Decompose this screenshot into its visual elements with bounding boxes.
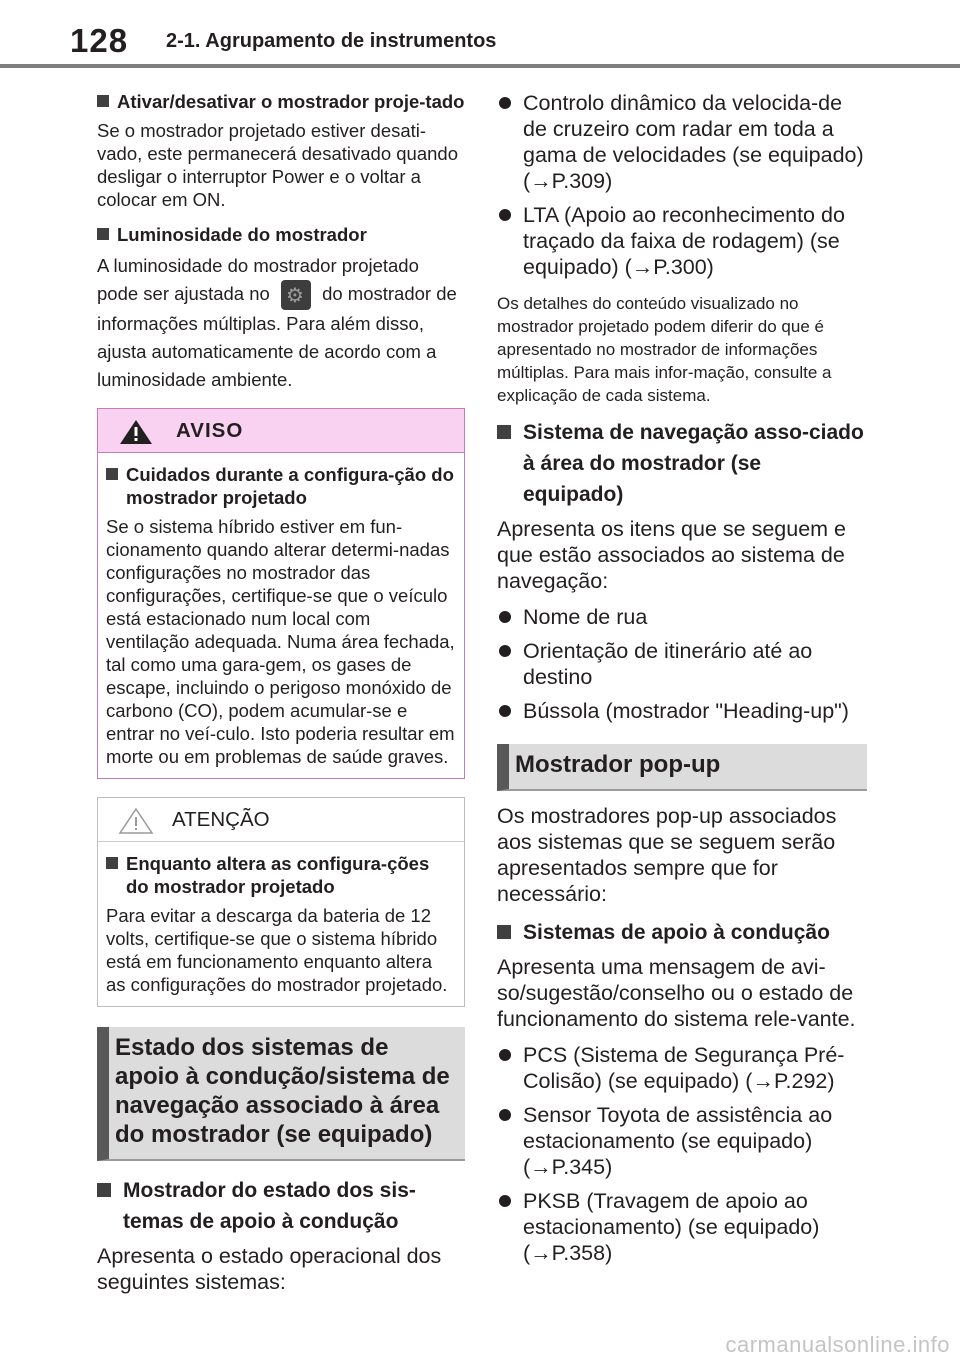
page-number: 128 bbox=[70, 22, 129, 59]
warning-box-header bbox=[98, 409, 464, 453]
warning-text: Se o sistema híbrido estiver em fun-cionamento quando alterar determi-nadas configurações no mostrador das configurações, certifique-se que o veículo está estacionado num local com ventilação adequada. Numa área fechada, tal como uma gara-gem, os gases de escape, incluindo o perigoso monóxido de carbono (CO), podem acumular-se e entrar no veí-culo. Isto poderia resultar em morte ou em problemas de saúde graves. bbox=[106, 516, 455, 768]
section-heading-driving-status: Estado dos sistemas de apoio à condução/sistema de navegação associado à área do mostrador (se equipado) bbox=[97, 1027, 465, 1161]
paragraph-popup: Os mostradores pop-up associados aos sistemas que se seguem serão apresentados sempre que for necessário: bbox=[497, 804, 837, 906]
warning-box-title: AVISO bbox=[176, 419, 244, 443]
settings-gear-icon bbox=[281, 280, 311, 310]
list-item: Controlo dinâmico da velocida-de de cruzeiro com radar em toda a gama de velocidades (se equipado) (→P.309) bbox=[497, 90, 867, 194]
list-item: Sensor Toyota de assistência ao estacionamento (se equipado) (→P.345) bbox=[497, 1102, 867, 1180]
navigation-items-list bbox=[497, 604, 867, 724]
page-header bbox=[0, 0, 960, 70]
caution-text: Para evitar a descarga da bateria de 12 volts, certifique-se que o sistema híbrido está em funcionamento enquanto altera as configurações do mostrador projetado. bbox=[106, 905, 448, 996]
list-item: PCS (Sistema de Segurança Pré-Colisão) (se equipado) (→P.292) bbox=[497, 1042, 867, 1094]
caution-subheading: Enquanto altera as configura-ções do mostrador projetado bbox=[106, 852, 456, 898]
warning-box-body bbox=[98, 453, 464, 778]
subheading-navigation: Sistema de navegação asso-ciado à área do mostrador (se equipado) bbox=[497, 417, 867, 510]
list-item: Orientação de itinerário até ao destino bbox=[497, 638, 867, 690]
subheading-driving-status-display: Mostrador do estado dos sis-temas de apoio à condução bbox=[97, 1175, 465, 1237]
paragraph-brightness bbox=[97, 252, 465, 394]
caution-box bbox=[97, 797, 465, 1007]
driving-systems-list bbox=[497, 90, 867, 280]
paragraph-brightness-part1: A luminosidade do mostrador projetado pode ser ajustada no bbox=[97, 255, 419, 304]
subheading-driving-support: Sistemas de apoio à condução bbox=[497, 917, 867, 948]
list-item: PKSB (Travagem de apoio ao estacionamento) (se equipado) (→P.358) bbox=[497, 1188, 867, 1266]
caution-box-title: ATENÇÃO bbox=[172, 808, 270, 832]
warning-triangle-icon bbox=[118, 418, 154, 446]
section-title: 2-1. Agrupamento de instrumentos bbox=[166, 30, 497, 52]
watermark: carmanualsonline.info bbox=[725, 1332, 950, 1357]
header-divider bbox=[0, 64, 960, 68]
paragraph-driving-status: Apresenta o estado operacional dos seguintes sistemas: bbox=[97, 1244, 442, 1295]
caution-triangle-icon bbox=[118, 807, 154, 835]
list-item: Bússola (mostrador "Heading-up") bbox=[497, 698, 867, 724]
caution-box-header bbox=[98, 798, 464, 842]
subheading-toggle-display: Ativar/desativar o mostrador proje-tado bbox=[97, 90, 465, 113]
note-paragraph: Os detalhes do conteúdo visualizado no mostrador projetado podem diferir do que é apresentado no mostrador de informações múltiplas. Para mais infor-mação, consulte a explicação de cada sistema. bbox=[497, 294, 832, 405]
right-column bbox=[497, 90, 867, 1274]
list-item: Nome de rua bbox=[497, 604, 867, 630]
warning-box bbox=[97, 408, 465, 779]
paragraph-toggle-display: Se o mostrador projetado estiver desati-vado, este permanecerá desativado quando desligar o interruptor Power e o voltar a colocar em ON. bbox=[97, 120, 459, 210]
paragraph-driving-support: Apresenta uma mensagem de avi-so/sugestão/conselho ou o estado de funcionamento do sistema rele-vante. bbox=[497, 955, 856, 1031]
section-heading-popup: Mostrador pop-up bbox=[497, 744, 867, 791]
warning-subheading: Cuidados durante a configura-ção do mostrador projetado bbox=[106, 463, 456, 509]
caution-box-body bbox=[98, 842, 464, 1006]
paragraph-navigation: Apresenta os itens que se seguem e que estão associados ao sistema de navegação: bbox=[497, 517, 846, 593]
paragraph-brightness-part2: do mostrador de informações múltiplas. Para além disso, ajusta automaticamente de acordo com a luminosidade ambiente. bbox=[97, 283, 457, 391]
subheading-brightness: Luminosidade do mostrador bbox=[97, 223, 465, 246]
driving-support-list bbox=[497, 1042, 867, 1266]
left-column bbox=[97, 90, 465, 1305]
list-item: LTA (Apoio ao reconhecimento do traçado da faixa de rodagem) (se equipado) (→P.300) bbox=[497, 202, 867, 280]
